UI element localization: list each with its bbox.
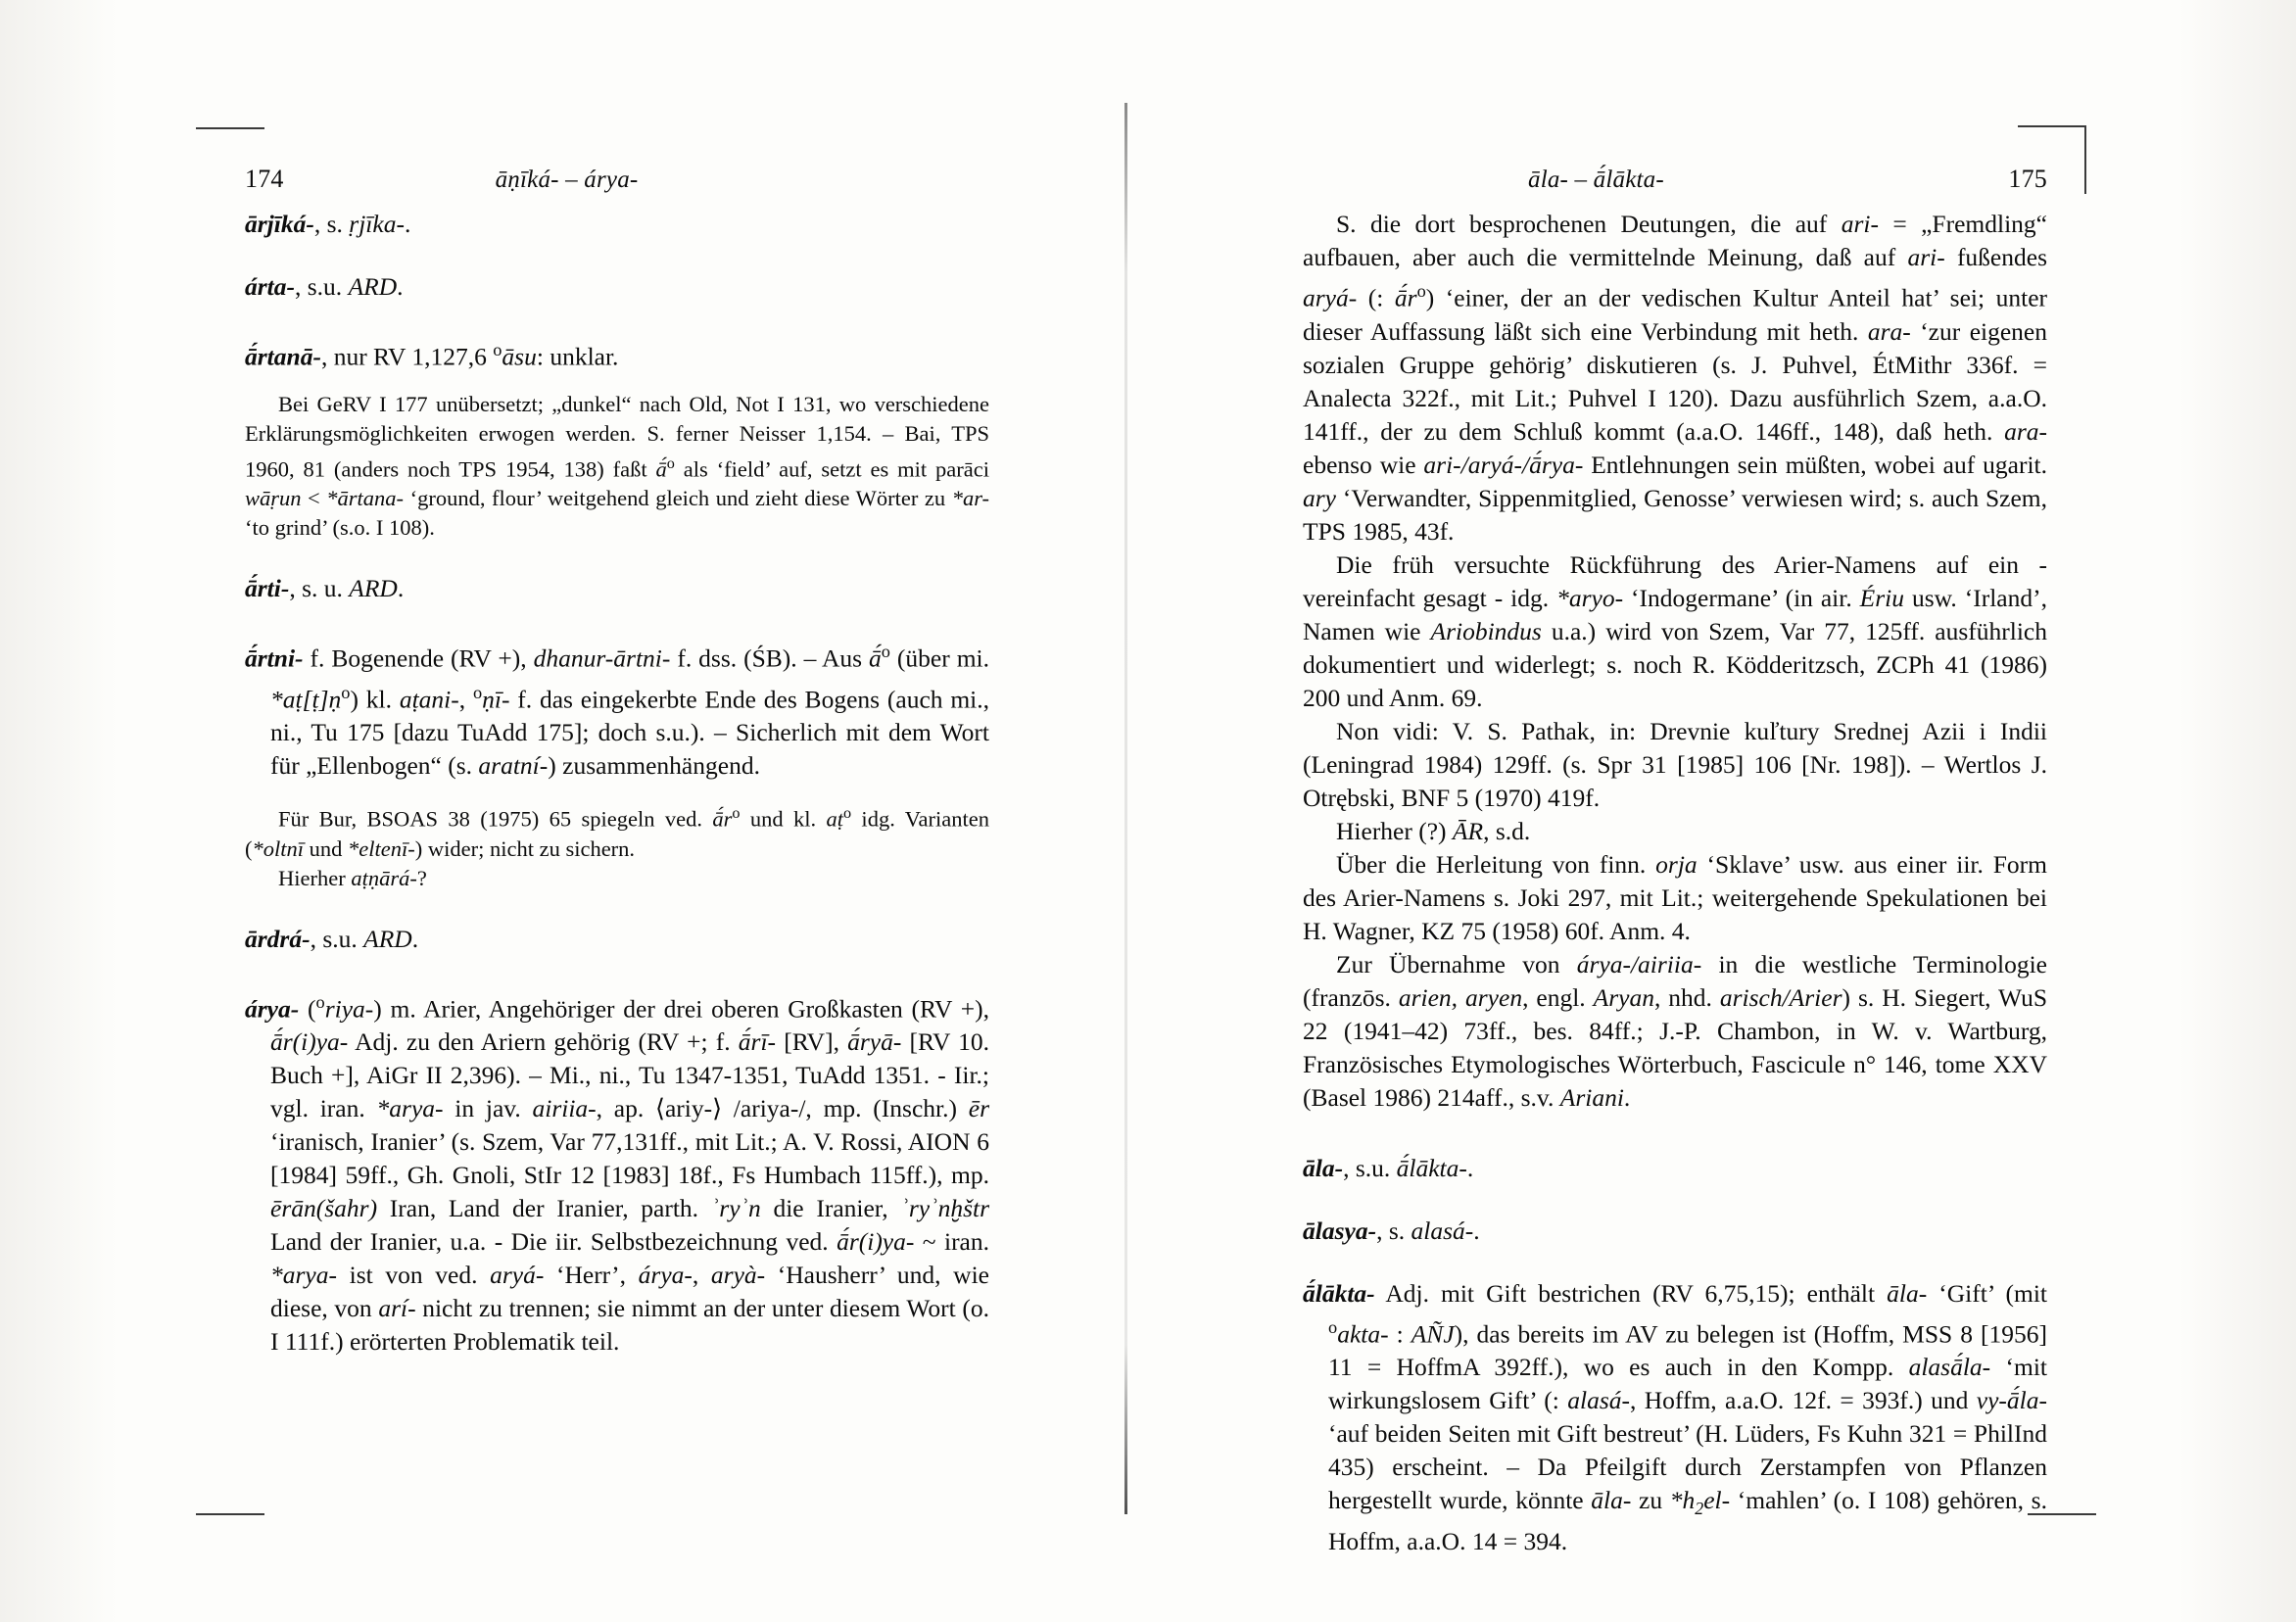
entry-artni: [245, 635, 989, 893]
running-head-title-right: āla- – ā́lākta-: [1528, 167, 1664, 193]
entry-alasya: [1303, 1215, 2047, 1248]
book-gutter: [1124, 103, 1127, 1514]
entry-artni-note-text: Für Bur, BSOAS 38 (1975) 65 spiegeln ved. $ā́r^o$ und kl. aṭ$^o$ idg. Varianten (*oltnī und *eltenī-) wider; nicht zu sichern.: [245, 804, 989, 861]
arya-cont-par-2: Die früh versuchte Rückführung des Arier-Namens auf ein - vereinfacht gesagt - idg. *aryo- ‘Indogermane’ (in air. Ériu usw. ‘Irland’, Namen wie Ariobindus u.a.) wird von Szem, Var 77, 125ff. ausführlich dokumentiert und widerlegt; s. noch R. Ködderitzsch, ZCPh 41 (1986) 200 und Anm. 69.: [1303, 549, 2047, 712]
entry-arjika-line: ārjīká-, s. ṛjīka-.: [245, 210, 411, 238]
entry-artana-line: ā́rtanā-, nur RV 1,127,6 $^o$āsu: unklar.: [245, 340, 619, 371]
arya-cont-par-6: Zur Übernahme von árya-/airiia- in die westliche Terminologie (franzōs. arien, aryen, engl. Aryan, nhd. arisch/Arier) s. H. Siegert, WuS 22 (1941–42) 73ff., bes. 84ff.; J.-P. Chambon, in W. v. Wartburg, Französisches Etymologisches Wörterbuch, Fascicule n° 146, tome XXV (Basel 1986) 214aff., s.v. Ariani.: [1303, 949, 2047, 1112]
entry-arti-line: ā́rti-, s. u. ARD.: [245, 574, 405, 602]
arya-cont-par-1: S. die dort besprochenen Deutungen, die auf ari- = „Fremdling“ aufbauen, aber auch die vermittelnde Meinung, daß auf ari- fußendes aryá- (: $ā́r^o$) ‘einer, der an der vedischen Kultur Anteil hat’ sei; unter dieser Auffassung läßt sich eine Verbindung mit heth. ara- ‘zur eigenen sozialen Gruppe gehörig’ diskutieren (s. J. Puhvel, ÉtMithr 336f. = Analecta 322f., mit Lit.; Puhvel I 120). Dazu ausführlich Szem, a.a.O. 141ff., der zu dem Schluß kommt (a.a.O. 146ff., 148), daß heth. ara- ebenso wie ari-/aryá-/ā́rya- Entlehnungen sein müßten, wobei auf ugarit. ary ‘Verwandter, Sippenmitglied, Genosse’ verwiesen wird; s. auch Szem, TPS 1985, 43f.: [1303, 210, 2048, 546]
entry-artni-line: ā́rtni- f. Bogenende (RV +), dhanur-ārtni- f. dss. (ŚB). – Aus ā́$^o$ (über mi. *aṭ[ṭ]ṇ$^o$) kl. aṭani-, $^o$ṇī- f. das eingekerbte Ende des Bogens (auch mi., ni., Tu 175 [dazu TuAdd 175]; doch s.u.). – Sicherlich mit dem Wort für „Ellenbogen“ (s. aratní-) zusammenhängend.: [245, 642, 989, 780]
right-page-text-column: [1303, 208, 2047, 1558]
entry-arta-line: árta-, s.u. ARD.: [245, 272, 404, 301]
entry-arya-line: árya- ($^o$riya-) m. Arier, Angehöriger der drei oberen Großkasten (RV +), ā́r(i)ya- Adj. zu den Ariern gehörig (RV +; f. ā́rī- [RV], ā́ryā- [RV 10. Buch +], AiGr II 2,396). – Mi., ni., Tu 1347-1351, TuAdd 1351. - Iir.; vgl. iran. *arya- in jav. airiia-, ap. ⟨ariy-⟩ /ariya-/, mp. (Inschr.) ēr ‘iranisch, Iranier’ (s. Szem, Var 77,131ff., mit Lit.; A. V. Rossi, AION 6 [1984] 59ff., Gh. Gnoli, StIr 12 [1983] 18f., Fs Humbach 115ff.), mp. ērān(šahr) Iran, Land der Iranier, parth. ʾryʾn die Iranier, ʾryʾnḫštr Land der Iranier, u.a. - Die iir. Selbstbezeichnung ved. ā́r(i)ya- ~ iran. *arya- ist von ved. aryá- ‘Herr’, árya-, aryà- ‘Hausherr’ und, wie diese, von arí- nicht zu trennen; sie nimmt an der unter diesem Wort (o. I 111f.) erörterten Problematik teil.: [245, 991, 990, 1356]
running-head-right: [1303, 165, 2047, 194]
entry-artni-note: [245, 798, 989, 893]
entry-arya-continuation: [1303, 208, 2047, 1115]
entry-artana-note-text: Bei GeRV I 177 unübersetzt; „dunkel“ nach Old, Not I 131, wo verschiedene Erklärungsmöglichkeiten erwogen werden. S. ferner Neisser 1,154. – Bai, TPS 1960, 81 (anders noch TPS 1954, 138) faßt ā́$^o$ als ‘field’ auf, setzt es mit parāci wāṛun < *ārtana- ‘ground, flour’ weitgehend gleich und zieht diese Wörter zu *ar- ‘to grind’ (s.o. I 108).: [245, 391, 990, 540]
folio-number-left: 174: [245, 165, 284, 193]
entry-ardra-line: ārdrá-, s.u. ARD.: [245, 924, 419, 953]
entry-alasya-line: ālasya-, s. alasá-.: [1303, 1216, 1480, 1245]
entry-arjika: [245, 208, 989, 241]
entry-alakta: [1303, 1277, 2047, 1559]
crop-mark-bottom-left-h: [196, 1513, 264, 1515]
running-head-left: [245, 165, 989, 194]
left-page-text-column: [245, 208, 989, 1359]
page-edge-shading-left: [0, 0, 118, 1622]
arya-cont-par-5: Über die Herleitung von finn. orja ‘Sklave’ usw. aus einer iir. Form des Arier-Namens s. Joki 297, mit Lit.; weitergehende Spekulationen bei H. Wagner, KZ 75 (1958) 60f. Anm. 4.: [1303, 849, 2047, 945]
entry-ardra: [245, 923, 989, 956]
running-head-title-left: āṇīká- – árya-: [495, 167, 639, 193]
entry-arya: [245, 985, 989, 1360]
entry-artana: [245, 333, 989, 543]
arya-cont-par-3: Non vidi: V. S. Pathak, in: Drevnie kuľtury Srednej Azii i Indii (Leningrad 1984) 129ff. (s. Spr 31 [1985] 106 [Nr. 198]). – Wertlos J. Otrębski, BNF 5 (1970) 419f.: [1303, 716, 2047, 812]
entry-arta: [245, 270, 989, 304]
crop-mark-top-left-h: [196, 127, 264, 129]
arya-cont-par-4: Hierher (?) ĀR, s.d.: [1336, 816, 1531, 845]
entry-artana-note: [245, 390, 989, 544]
entry-arti: [245, 572, 989, 605]
folio-number-right: 175: [2008, 165, 2047, 193]
crop-mark-top-right-v: [2084, 125, 2086, 194]
page-edge-shading-right: [2178, 0, 2296, 1622]
crop-mark-top-right-h: [2018, 125, 2086, 127]
entry-artni-note2-text: Hierher aṭṇārá-?: [278, 865, 427, 890]
entry-ala-line: āla-, s.u. ā́lākta-.: [1303, 1153, 1474, 1182]
entry-ala: [1303, 1152, 2047, 1185]
entry-alakta-line: ā́lākta- Adj. mit Gift bestrichen (RV 6,75,15); enthält āla- ‘Gift’ (mit $^o$akta- : AÑJ), das bereits im AV zu belegen ist (Hoffm, MSS 8 [1956] 11 = HoffmA 392ff.), wo es auch in den Kompp. alasā́la- ‘mit wirkungslosem Gift’ (: alasá-, Hoffm, a.a.O. 12f. = 393f.) und vy-ā́la- ‘auf beiden Seiten mit Gift bestreut’ (H. Lüders, Fs Kuhn 321 = PhilInd 435) erscheint. – Da Pfeilgift durch Zerstampfen von Pflanzen hergestellt wurde, könnte āla- zu $*h_2el-$ ‘mahlen’ (o. I 108) gehören, s. Hoffm, a.a.O. 14 = 394.: [1303, 1278, 2048, 1556]
